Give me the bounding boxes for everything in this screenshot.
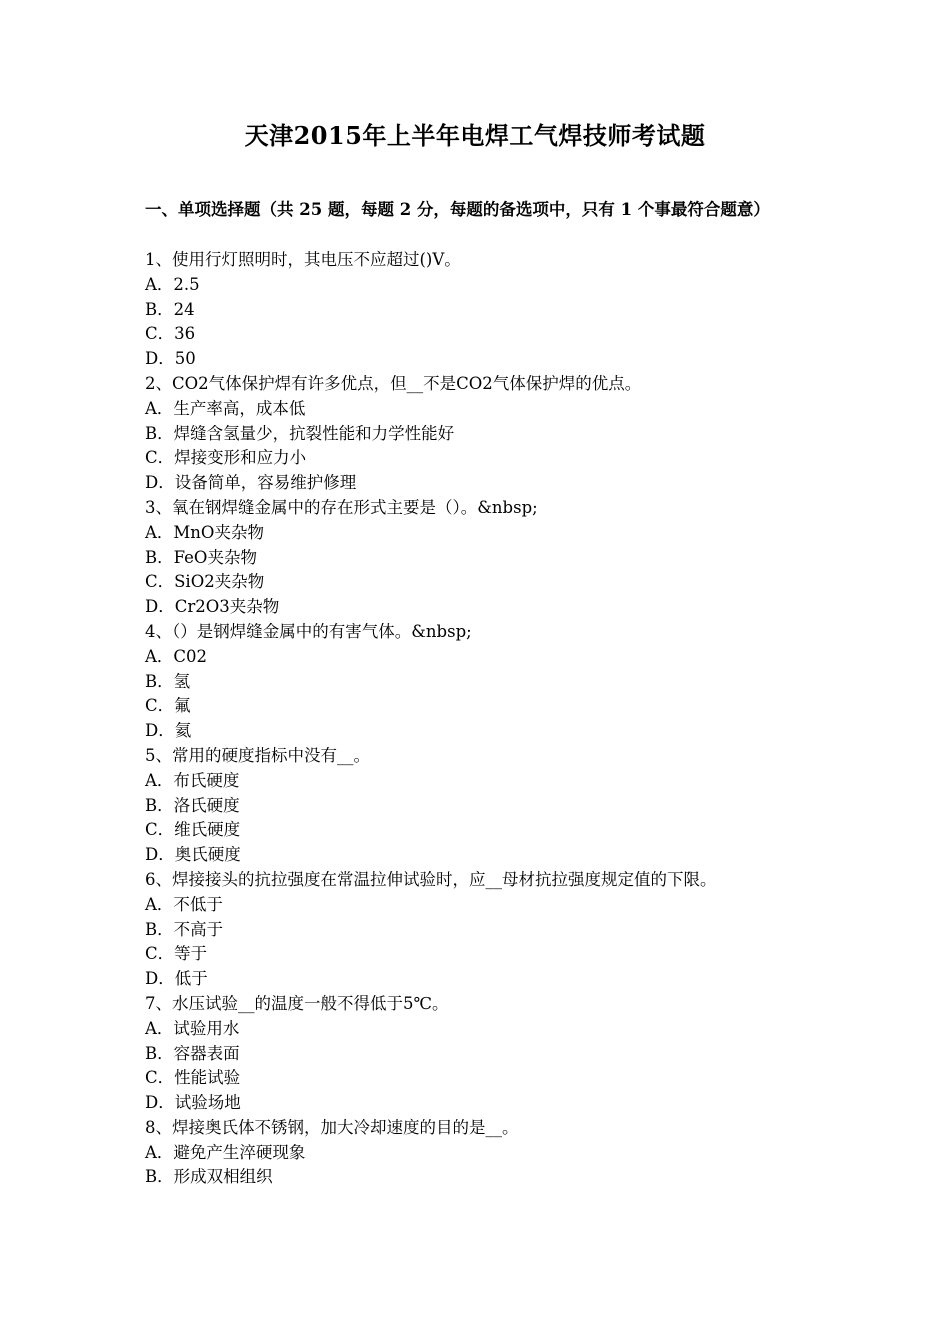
- answer-option: A．避免产生淬硬现象: [145, 1142, 306, 1162]
- question-list: [145, 248, 825, 1190]
- answer-option: D．氦: [145, 721, 192, 741]
- answer-option: B．不高于: [145, 919, 224, 939]
- answer-option: B．容器表面: [145, 1043, 240, 1063]
- answer-option: D．Cr2O3夹杂物: [145, 597, 280, 617]
- question-stem: 4、（）是钢焊缝金属中的有害气体。&nbsp;: [145, 621, 472, 641]
- answer-option: B．氢: [145, 671, 191, 691]
- answer-option: D．设备简单，容易维护修理: [145, 473, 357, 493]
- question-stem: 5、常用的硬度指标中没有__。: [145, 745, 370, 765]
- question-stem: 8、焊接奥氏体不锈钢，加大冷却速度的目的是__。: [145, 1117, 519, 1137]
- answer-option: C．氟: [145, 696, 191, 716]
- answer-option: A．2.5: [145, 274, 200, 294]
- answer-option: C．36: [145, 324, 196, 344]
- section-heading: 一、单项选择题（共 25 题，每题 2 分，每题的备选项中，只有 1 个事最符合题意）: [145, 200, 770, 219]
- answer-option: C．SiO2夹杂物: [145, 572, 265, 592]
- answer-option: A．布氏硬度: [145, 770, 240, 790]
- answer-option: C．焊接变形和应力小: [145, 448, 307, 468]
- answer-option: C．等于: [145, 944, 208, 964]
- answer-option: B．焊缝含氢量少，抗裂性能和力学性能好: [145, 423, 455, 443]
- answer-option: C．性能试验: [145, 1068, 241, 1088]
- answer-option: D．50: [145, 349, 196, 369]
- document-title: 天津2015年上半年电焊工气焊技师考试题: [244, 121, 706, 150]
- answer-option: C．维氏硬度: [145, 820, 241, 840]
- answer-option: A．C02: [145, 646, 208, 666]
- answer-option: D．试验场地: [145, 1093, 241, 1113]
- answer-option: A．试验用水: [145, 1018, 240, 1038]
- question-stem: 2、CO2气体保护焊有许多优点，但__不是CO2气体保护焊的优点。: [145, 373, 642, 393]
- answer-option: B．24: [145, 299, 195, 319]
- question-stem: 7、水压试验__的温度一般不得低于5℃。: [145, 993, 449, 1013]
- question-stem: 3、氧在钢焊缝金属中的存在形式主要是（）。&nbsp;: [145, 497, 538, 517]
- answer-option: B．形成双相组织: [145, 1167, 273, 1187]
- question-stem: 1、使用行灯照明时，其电压不应超过()V。: [145, 250, 461, 269]
- answer-option: A．不低于: [145, 894, 223, 914]
- answer-option: D．低于: [145, 969, 208, 989]
- answer-option: A．MnO夹杂物: [145, 522, 264, 542]
- answer-option: A．生产率高，成本低: [145, 398, 306, 418]
- answer-option: B．洛氏硬度: [145, 795, 240, 815]
- answer-option: D．奥氏硬度: [145, 845, 241, 865]
- question-stem: 6、焊接接头的抗拉强度在常温拉伸试验时，应__母材抗拉强度规定值的下限。: [145, 869, 717, 889]
- answer-option: B．FeO夹杂物: [145, 547, 257, 567]
